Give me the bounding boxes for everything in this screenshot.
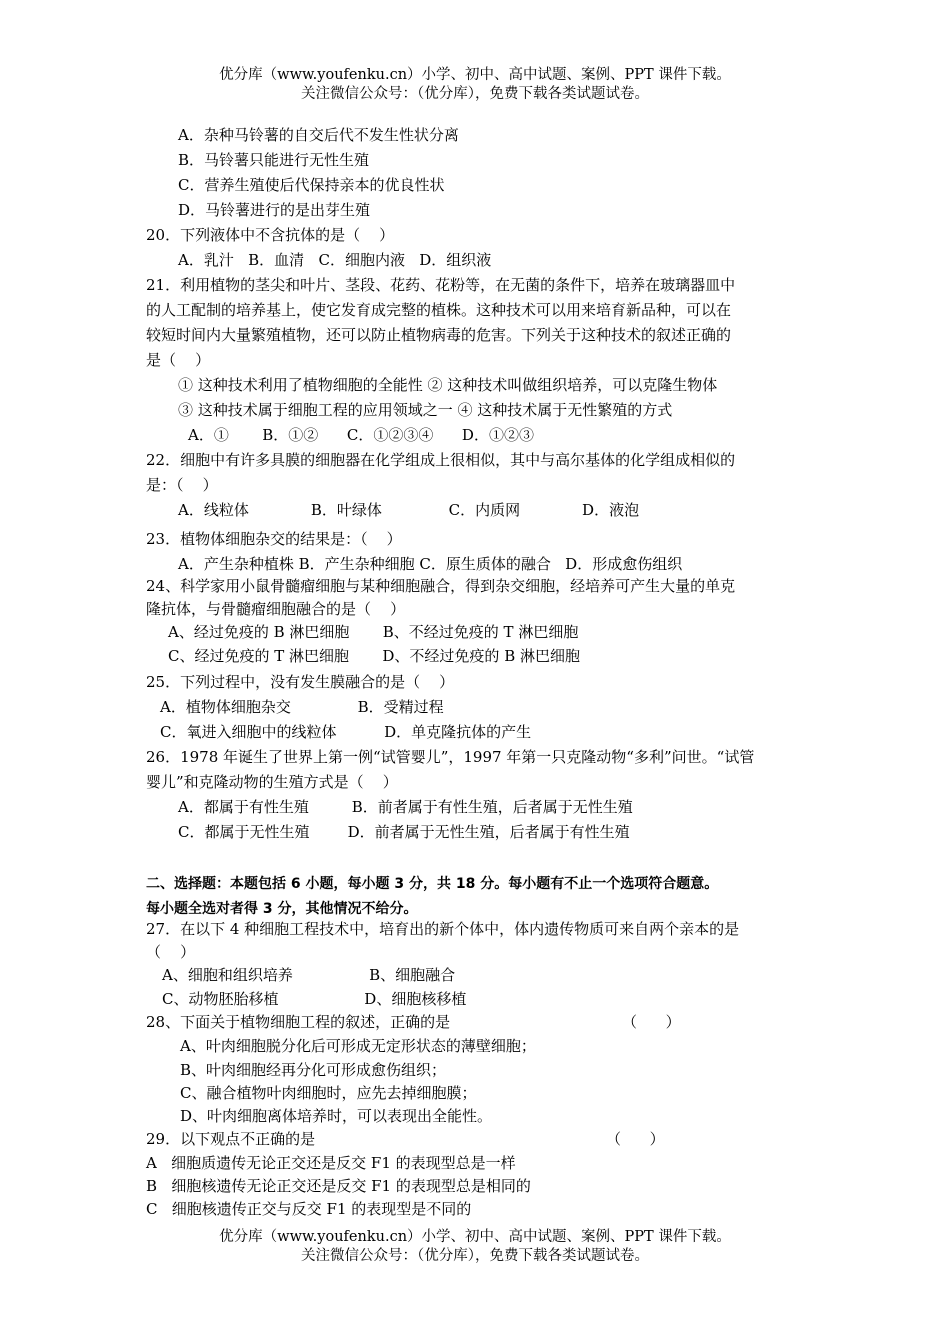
q25-stem: 25．下列过程中，没有发生膜融合的是（ ）	[146, 673, 455, 691]
footer-line-2: 关注微信公众号：（优分库），免费下载各类试题试卷。	[301, 1248, 649, 1264]
q28-option-b: B、叶肉细胞经再分化可形成愈伤组织；	[180, 1061, 447, 1079]
q25-options-ab: A．植物体细胞杂交 B．受精过程	[160, 698, 444, 716]
q21-options: A．① B．①② C．①②③④ D．①②③	[188, 426, 534, 444]
footer-line-1: 优分库（www.youfenku.cn）小学、初中、高中试题、案例、PPT 课件下载。	[219, 1229, 731, 1245]
q21-line-1: 21．利用植物的茎尖和叶片、茎段、花药、花粉等，在无菌的条件下，培养在玻璃器皿中	[146, 276, 736, 294]
page-header	[0, 66, 950, 104]
q29-answer-paren: （ ）	[606, 1130, 665, 1148]
q26-line-2: 婴儿”和克隆动物的生殖方式是（ ）	[146, 773, 398, 791]
header-line-2: 关注微信公众号：（优分库），免费下载各类试题试卷。	[301, 86, 649, 102]
q21-items-3-4: ③ 这种技术属于细胞工程的应用领域之一 ④ 这种技术属于无性繁殖的方式	[178, 401, 673, 419]
q27-line-1: 27．在以下 4 种细胞工程技术中，培育出的新个体中，体内遗传物质可来自两个亲本的是	[146, 920, 740, 938]
q24-line-1: 24、科学家用小鼠骨髓瘤细胞与某种细胞融合，得到杂交细胞，经培养可产生大量的单克	[146, 577, 736, 595]
q29-option-c: C 细胞核遗传正交与反交 F1 的表现型是不同的	[146, 1200, 472, 1218]
q26-line-1: 26．1978 年诞生了世界上第一例“试管婴儿”，1997 年第一只克隆动物“多利”问世。“试管	[146, 748, 755, 766]
q24-options-ab: A、经过免疫的 B 淋巴细胞 B、不经过免疫的 T 淋巴细胞	[168, 623, 579, 641]
q19-option-c: C．营养生殖使后代保持亲本的优良性状	[178, 176, 445, 194]
q24-options-cd: C、经过免疫的 T 淋巴细胞 D、不经过免疫的 B 淋巴细胞	[168, 647, 580, 665]
header-line-1: 优分库（www.youfenku.cn）小学、初中、高中试题、案例、PPT 课件下载。	[219, 67, 731, 83]
q20-options: A．乳汁 B．血清 C．细胞内液 D．组织液	[178, 251, 492, 269]
q29-option-b: B 细胞核遗传无论正交还是反交 F1 的表现型总是相同的	[146, 1177, 531, 1195]
q22-options: A．线粒体 B．叶绿体 C．内质网 D．液泡	[178, 501, 640, 519]
q22-line-2: 是：（ ）	[146, 476, 218, 494]
q28-option-a: A、叶肉细胞脱分化后可形成无定形状态的薄壁细胞；	[180, 1037, 536, 1055]
q19-option-b: B．马铃薯只能进行无性生殖	[178, 151, 370, 169]
section-2-heading-line-1: 二、选择题：本题包括 6 小题，每小题 3 分，共 18 分。每小题有不止一个选项符合题意。	[146, 876, 719, 892]
q28-option-c: C、融合植物叶肉细胞时，应先去掉细胞膜；	[180, 1084, 477, 1102]
q27-options-ab: A、细胞和组织培养 B、细胞融合	[162, 966, 456, 984]
q29-stem: 29．以下观点不正确的是	[146, 1130, 316, 1148]
q29-option-a: A 细胞质遗传无论正交还是反交 F1 的表现型总是一样	[146, 1154, 516, 1172]
q22-line-1: 22．细胞中有许多具膜的细胞器在化学组成上很相似，其中与高尔基体的化学组成相似的	[146, 451, 736, 469]
q28-answer-paren: （ ）	[622, 1013, 681, 1031]
q26-options-cd: C．都属于无性生殖 D．前者属于无性生殖，后者属于有性生殖	[178, 823, 630, 841]
q20-stem: 20．下列液体中不含抗体的是（ ）	[146, 226, 395, 244]
q19-option-a: A．杂种马铃薯的自交后代不发生性状分离	[178, 126, 459, 144]
q21-items-1-2: ① 这种技术利用了植物细胞的全能性 ② 这种技术叫做组织培养，可以克隆生物体	[178, 376, 718, 394]
q21-line-4: 是（ ）	[146, 351, 211, 369]
q26-options-ab: A．都属于有性生殖 B．前者属于有性生殖，后者属于无性生殖	[178, 798, 633, 816]
q25-options-cd: C．氧进入细胞中的线粒体 D．单克隆抗体的产生	[160, 723, 532, 741]
section-2-heading-line-2: 每小题全选对者得 3 分，其他情况不给分。	[146, 901, 418, 917]
q23-stem: 23．植物体细胞杂交的结果是：（ ）	[146, 530, 402, 548]
q23-options: A．产生杂种植株 B．产生杂种细胞 C．原生质体的融合 D．形成愈伤组织	[178, 555, 683, 573]
q21-line-2: 的人工配制的培养基上，使它发育成完整的植株。这种技术可以用来培育新品种，可以在	[146, 301, 732, 319]
q19-option-d: D．马铃薯进行的是出芽生殖	[178, 201, 371, 219]
q28-stem: 28、下面关于植物细胞工程的叙述，正确的是	[146, 1013, 451, 1031]
q28-option-d: D、叶肉细胞离体培养时，可以表现出全能性。	[180, 1107, 493, 1125]
q24-line-2: 隆抗体，与骨髓瘤细胞融合的是（ ）	[146, 600, 406, 618]
q27-options-cd: C、动物胚胎移植 D、细胞核移植	[162, 990, 467, 1008]
q21-line-3: 较短时间内大量繁殖植物，还可以防止植物病毒的危害。下列关于这种技术的叙述正确的	[146, 326, 732, 344]
page-footer	[0, 1228, 950, 1266]
q27-line-2: （ ）	[146, 943, 196, 961]
